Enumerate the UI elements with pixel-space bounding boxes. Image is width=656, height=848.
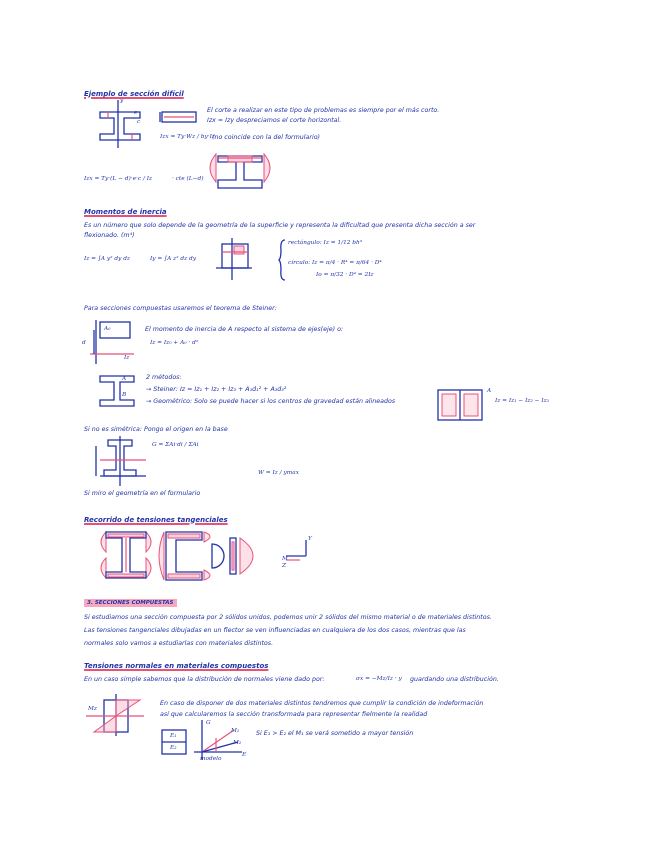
formula-iz: Iz = ∫A y² dy dz [84,256,130,262]
w-formula: W = Iz / ymax [258,470,299,476]
section2-line2: flexionado. (m⁴) [84,232,135,239]
label-m1: M₁ [231,728,240,734]
label-g: G [206,720,211,726]
steiner-text: El momento de inercia de A respecto al sistema de ejes(eje) o: [145,326,344,333]
axes-label-m: M [282,556,288,562]
inertia-rect-figure [212,238,272,282]
steiner-intro: Para secciones compuestas usaremos el teorema de Steiner: [84,305,277,312]
section6-line3: así que calcularemos la sección transformada para representar fielmente la realidad [160,711,428,718]
axes-label-z: Z [282,563,287,569]
formula-iy: Iy = ∫A z² dz dy [150,256,196,262]
brace [279,240,287,280]
section2-line1: Es un número que solo depende de la geometría de la superficie y representa la dificultad que presenta dicha sección a ser [84,222,476,229]
label-eps: modelo [200,756,222,762]
g-formula: G = ΣAi·di / ΣAi [152,442,199,448]
section6-line1-tail: guardando una distribución. [410,676,499,683]
formula-izx: Izx = Ty·Wz / by·Iz [160,134,215,140]
i-beam-stress-figure [200,148,280,198]
label-e1: E₁ [170,733,177,739]
label-e2: E₂ [170,745,177,751]
rect-section-figure [160,110,200,130]
normal-stress-figure [86,694,146,738]
steiner-figure [88,318,138,366]
method-geometric: → Geométrico: Solo se puede hacer si los centros de gravedad están alineados [146,398,396,405]
method2-formula: Iz = Iz₁ − Iz₂ − Iz₃ [495,398,549,404]
section5-line1: Si estudiamos una sección compuesta por 2 sólidos unidos, podemos unir 2 sólidos del mismo material o de materiales distintos. [84,614,492,621]
section6-line1: En un caso simple sabemos que la distribución de normales viene dado por: [84,676,325,683]
section6-formula: σx = −Mz/Iz · y [356,676,402,682]
section5-tag: 3. SECCIONES COMPUESTAS [84,599,177,607]
i-beam-figure-1 [98,100,158,150]
section6-line2: En caso de disponer de dos materiales distintos tendremos que cumplir la condición de indeformación [160,700,484,707]
methods-title: 2 métodos: [146,374,182,381]
formula-circ: círculo: Iz = π/4 · R⁴ = π/64 · D⁴ [288,260,382,266]
formula-tail: · cte (L−d) [172,176,204,182]
geometric-method-figure [436,388,486,422]
i-beam-figure-2 [98,374,138,410]
section1-line1: El corte a realizar en este tipo de problemas es siempre por el más corto. [207,107,440,114]
section6-title: Tensiones normales en materiales compuestos [84,662,269,670]
steiner-formula: Iz = Iz₀ + A₀ · d² [150,340,199,346]
section1-title: Ejemplo de sección difícil [84,90,184,98]
label-e: E [242,752,247,758]
section4-title: Recorrido de tensiones tangenciales [84,516,228,524]
formula-io: Io = π/32 · D⁴ = 2Iz [316,272,374,278]
formulario-note: Si miro el geometría en el formulario [84,490,201,497]
label-m2: M₂ [233,740,242,746]
nonsym-text: Si no es simétrica: Pongo el origen en la base [84,426,228,433]
axes-label-y: Y [308,536,312,542]
formula-izx2: Izx = Ty·(L − d)·e·c / Iz [84,176,153,182]
section2-title: Momentos de inercia [84,208,167,216]
section1-line2: Izx = Izy despreciamos el corte horizontal. [207,117,342,124]
nonsym-figure [90,436,150,488]
section5-line2: Las tensiones tangenciales dibujadas en un flector se ven influenciadas en cualquiera de los dos casos, mientras que las [84,627,466,634]
section5-line3: normales solo vamos a estudiarlas con materiales distintos. [84,640,274,647]
section6-condition: Si E₁ > E₂ el M₁ se verá sometido a mayor tensión [256,730,414,737]
formula-note: (no coincide con la del formulario) [212,134,321,141]
method-steiner: → Steiner: Iz = Iz₁ + Iz₂ + Iz₃ + A₁d₁² + A₃d₃² [146,386,287,393]
formula-rect: rectángulo: Iz = 1/12 bh³ [288,240,363,246]
